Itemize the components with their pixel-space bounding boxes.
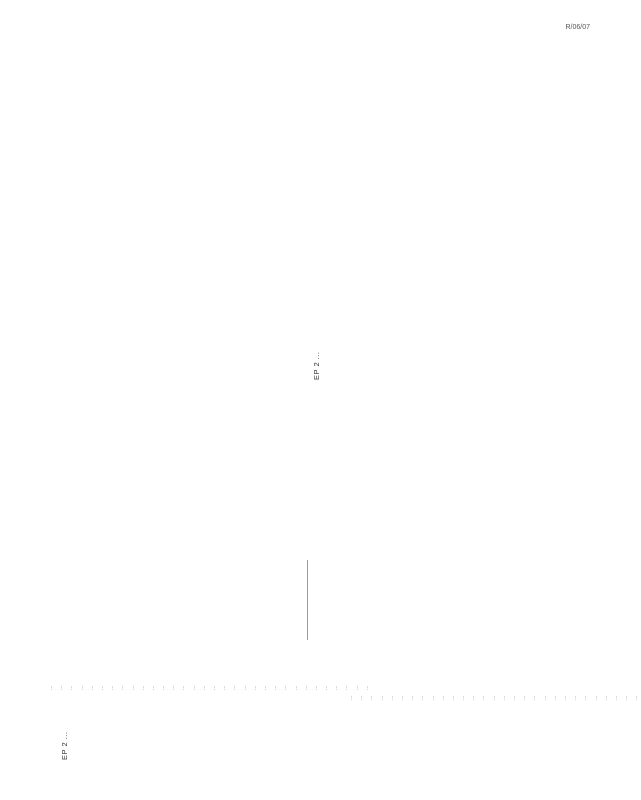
text-line: ... — [460, 695, 467, 700]
text-line: ... — [388, 695, 395, 700]
text-line: ... — [333, 685, 340, 690]
text-line: ... — [68, 685, 75, 690]
text-line: ... — [633, 695, 640, 700]
text-line: ... — [449, 695, 456, 700]
text-line: ... — [419, 695, 426, 700]
reference-code: R/06/07 — [565, 24, 590, 31]
text-line: ... — [282, 685, 289, 690]
text-line: ... — [521, 695, 528, 700]
text-line: ... — [480, 695, 487, 700]
top-page-column-left — [46, 70, 372, 690]
text-line: ... — [358, 695, 365, 700]
text-line: ... — [500, 695, 507, 700]
text-line: ... — [221, 685, 228, 690]
text-line: ... — [312, 685, 319, 690]
text-line: ... — [409, 695, 416, 700]
divider-rule — [307, 560, 308, 640]
text-line: ... — [511, 695, 517, 700]
text-line: ... — [109, 685, 116, 690]
text-line: ... — [241, 685, 248, 690]
text-line: ... — [572, 695, 579, 700]
text-line: ... — [272, 685, 279, 690]
text-line: ... — [200, 685, 207, 690]
text-line: ... — [378, 695, 385, 700]
text-line: ... — [302, 685, 309, 690]
text-line: ... — [119, 685, 126, 690]
text-line: ... — [551, 695, 558, 700]
text-line: ... — [180, 685, 187, 690]
text-line: ... — [531, 695, 538, 700]
text-line: ... — [251, 685, 258, 690]
text-line: ... — [211, 685, 217, 690]
text-line: ... — [48, 685, 54, 690]
text-line: ... — [602, 695, 609, 700]
text-line: ... — [623, 695, 630, 700]
text-line: ... — [160, 685, 167, 690]
bottom-page-doc-id: EP 2 ... — [60, 731, 69, 760]
text-line: ... — [348, 695, 354, 700]
text-line: ... — [231, 685, 238, 690]
text-line: ... — [368, 695, 375, 700]
text-line: ... — [582, 695, 589, 700]
text-line: ... — [612, 695, 619, 700]
text-line: ... — [592, 695, 599, 700]
text-line: ... — [541, 695, 548, 700]
text-line: ... — [190, 685, 197, 690]
text-line: ... — [129, 685, 136, 690]
text-line: ... — [429, 695, 436, 700]
text-line: ... — [58, 685, 65, 690]
text-line: ... — [261, 685, 268, 690]
text-line: ... — [398, 695, 405, 700]
top-page-doc-id: EP 2 ... — [312, 351, 321, 380]
text-line: ... — [139, 685, 146, 690]
text-line: ... — [561, 695, 568, 700]
text-line: ... — [88, 685, 95, 690]
text-line: ... — [98, 685, 105, 690]
text-line: ... — [78, 685, 85, 690]
text-line: ... — [170, 685, 177, 690]
text-line: ... — [343, 685, 350, 690]
text-line: ... — [323, 685, 330, 690]
text-line: ... — [149, 685, 156, 690]
text-line: ... — [353, 685, 360, 690]
text-line: ... — [470, 695, 477, 700]
top-page-column-right — [346, 280, 641, 700]
text-line: ... — [490, 695, 497, 700]
text-line: ... — [292, 685, 299, 690]
text-line: ... — [439, 695, 446, 700]
text-line: ... — [363, 685, 370, 690]
